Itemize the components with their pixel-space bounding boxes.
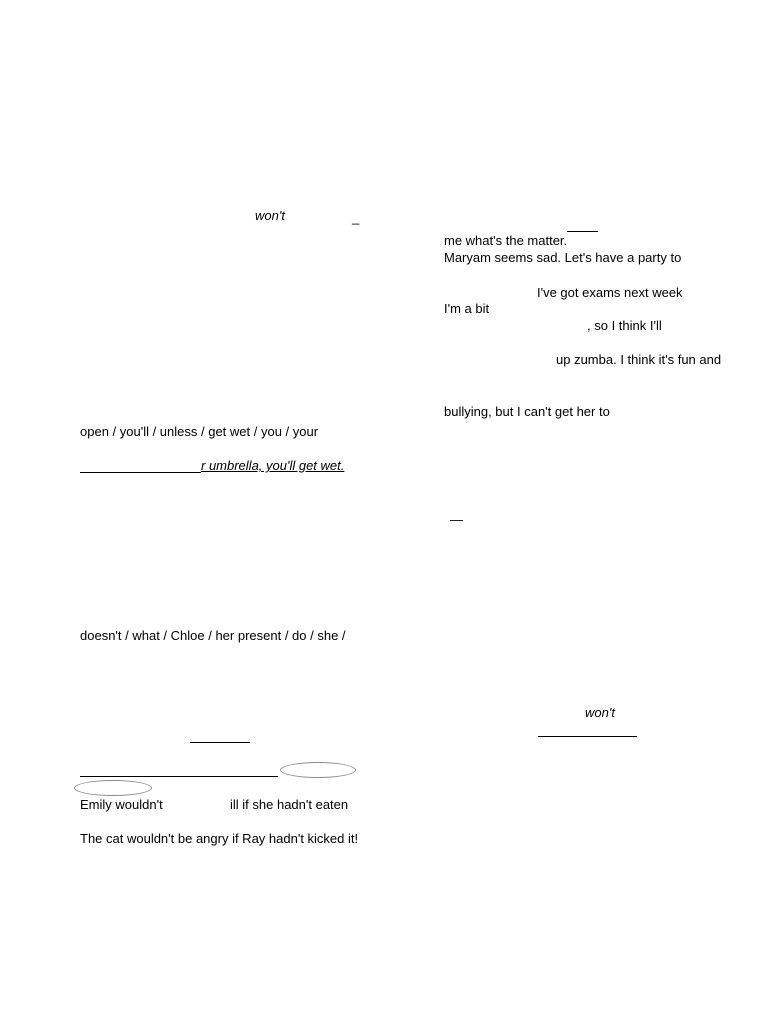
blank-line-short — [190, 742, 250, 743]
circle-annotation-right — [280, 762, 356, 778]
cat-sentence: The cat wouldn't be angry if Ray hadn't kicked it! — [80, 831, 359, 846]
zumba-text: up zumba. I think it's fun and — [556, 352, 722, 367]
exams-text: I've got exams next week — [537, 285, 683, 300]
emily-sentence-start: Emily wouldn't — [80, 797, 163, 812]
circle-annotation-left — [74, 780, 152, 796]
wont-text-right: won't — [585, 705, 615, 720]
emily-sentence-end: ill if she hadn't eaten — [230, 797, 349, 812]
think-text: , so I think I'll — [587, 318, 662, 333]
umbrella-word-prompt: open / you'll / unless / get wet / you / your — [80, 424, 319, 439]
matter-text: me what's the matter. — [444, 233, 568, 248]
bullying-text: bullying, but I can't get her to — [444, 404, 610, 419]
bit-text: I'm a bit — [444, 301, 490, 316]
answer-blank-umbrella — [80, 472, 201, 473]
chloe-word-prompt: doesn't / what / Chloe / her present / do / she / — [80, 628, 346, 643]
maryam-text: Maryam seems sad. Let's have a party to — [444, 250, 682, 265]
blank-line-top-right — [567, 231, 598, 232]
blank-line-bottom-right — [538, 736, 637, 737]
dash-right: — — [450, 512, 463, 527]
wont-text-left: won't — [255, 208, 285, 223]
blank-line-long — [80, 776, 278, 777]
dash-left: _ — [352, 210, 360, 225]
umbrella-answer: r umbrella, you'll get wet. — [201, 458, 345, 473]
